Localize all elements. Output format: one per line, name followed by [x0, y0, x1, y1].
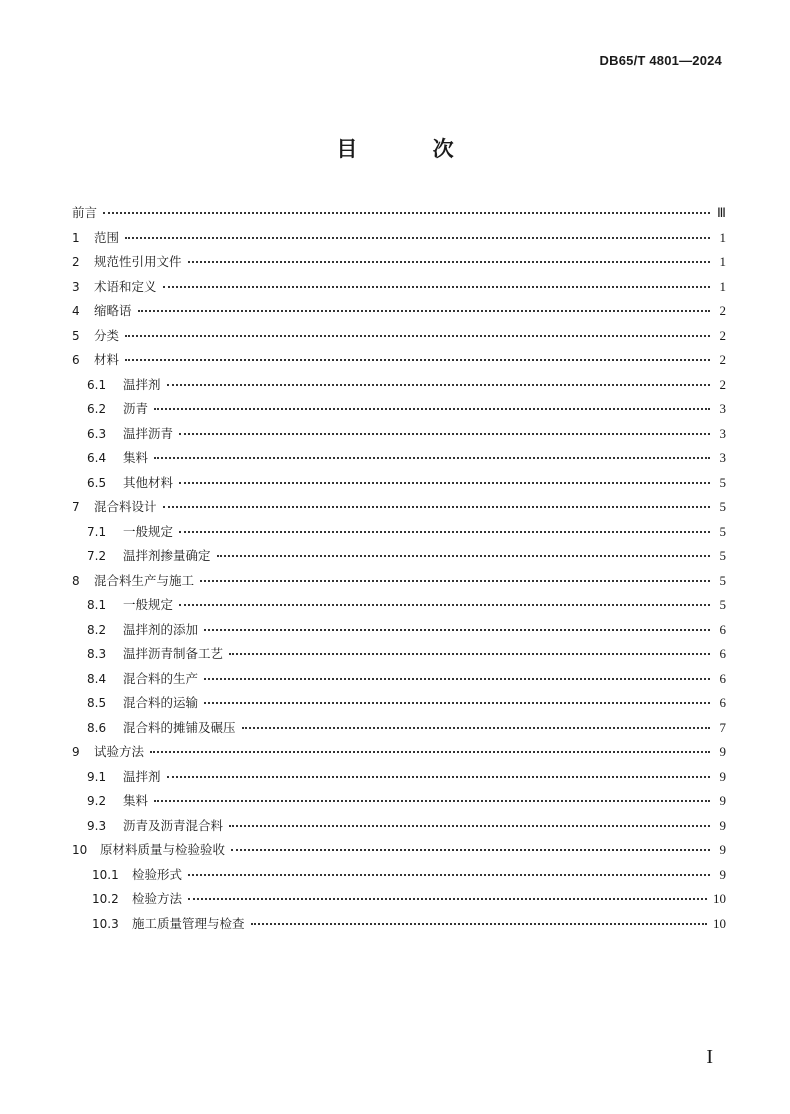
dot-leader: [150, 750, 710, 753]
toc-entry-number: 4: [72, 304, 80, 318]
dot-leader: [229, 824, 710, 827]
toc-entry-number: 9.3: [87, 818, 107, 833]
toc-entry[interactable]: [72, 789, 726, 814]
toc-entry-page: 6: [719, 695, 726, 710]
toc-entry-title: 温拌剂的添加: [123, 621, 199, 637]
dot-leader: [200, 579, 710, 582]
dot-leader: [242, 726, 710, 729]
toc-entry-page: 5: [719, 474, 726, 490]
dot-leader: [154, 407, 710, 410]
toc-entry-title: 前言: [72, 205, 98, 220]
table-of-contents: [72, 201, 726, 936]
toc-entry-page: 6: [719, 670, 726, 686]
toc-entry[interactable]: [72, 814, 726, 839]
toc-entry-title: 混合料的运输: [123, 695, 199, 710]
dot-leader: [251, 922, 707, 925]
dot-leader: [231, 848, 710, 851]
toc-entry[interactable]: [72, 348, 726, 373]
toc-entry-title: 混合料设计: [94, 499, 157, 514]
toc-entry[interactable]: [72, 716, 726, 741]
toc-entry-title: 检验方法: [132, 891, 183, 906]
toc-entry-page: 5: [719, 548, 726, 563]
dot-leader: [179, 481, 710, 484]
toc-entry-page: 9: [719, 768, 726, 784]
toc-entry[interactable]: [72, 373, 726, 398]
toc-entry-page: 3: [719, 450, 726, 465]
toc-entry-page: Ⅲ: [717, 205, 726, 220]
toc-entry-title: 温拌剂: [123, 768, 161, 784]
toc-entry-number: 10.2: [92, 892, 119, 906]
toc-entry-number: 10: [72, 843, 88, 857]
toc-entry-title: 一般规定: [123, 597, 174, 612]
toc-entry-title: 温拌剂掺量确定: [123, 548, 211, 563]
toc-entry-title: 混合料的生产: [123, 670, 199, 686]
toc-entry-title: 原材料质量与检验验收: [100, 842, 226, 857]
toc-entry-title: 其他材料: [123, 474, 174, 490]
toc-entry-number: 8.5: [87, 696, 107, 710]
toc-entry-page: 9: [719, 842, 726, 857]
toc-entry-page: 10: [713, 891, 726, 906]
toc-entry[interactable]: [72, 471, 726, 496]
toc-entry-page: 5: [719, 572, 726, 588]
dot-leader: [188, 873, 710, 876]
toc-entry-number: 2: [72, 255, 80, 269]
toc-entry[interactable]: [72, 765, 726, 790]
toc-entry-page: 2: [719, 327, 726, 343]
toc-entry[interactable]: [72, 887, 726, 912]
toc-entry[interactable]: [72, 618, 726, 643]
toc-entry-title: 混合料的摊铺及碾压: [123, 719, 236, 735]
page-title: 目 次: [336, 137, 488, 161]
toc-entry-number: 5: [72, 328, 80, 343]
toc-entry-page: 9: [719, 817, 726, 833]
toc-entry-page: 6: [719, 646, 726, 661]
dot-leader: [179, 603, 710, 606]
toc-entry[interactable]: [72, 495, 726, 520]
toc-entry[interactable]: [72, 299, 726, 324]
toc-entry-title: 检验形式: [132, 866, 183, 882]
dot-leader: [125, 358, 710, 361]
page-number: I: [706, 1046, 713, 1068]
dot-leader: [125, 236, 710, 239]
toc-entry-title: 缩略语: [94, 303, 132, 318]
dot-leader: [179, 432, 710, 435]
toc-entry-title: 温拌沥青制备工艺: [123, 646, 224, 661]
toc-entry-number: 6.4: [87, 451, 107, 465]
toc-entry-page: 9: [719, 793, 726, 808]
toc-entry-title: 集料: [123, 793, 149, 808]
toc-entry-page: 5: [719, 597, 726, 612]
toc-entry-number: 7: [72, 500, 80, 514]
toc-entry-number: 6.5: [87, 475, 107, 490]
toc-entry-number: 3: [72, 279, 80, 294]
toc-entry[interactable]: [72, 446, 726, 471]
toc-entry-title: 施工质量管理与检查: [132, 915, 245, 931]
toc-entry-number: 8.4: [87, 671, 107, 686]
dot-leader: [167, 775, 710, 778]
toc-entry-number: 6.2: [87, 402, 107, 416]
toc-entry-title: 集料: [123, 450, 149, 465]
toc-entry[interactable]: [72, 863, 726, 888]
toc-entry-number: 6.1: [87, 377, 107, 392]
toc-entry[interactable]: [72, 520, 726, 545]
dot-leader: [217, 554, 710, 557]
toc-entry[interactable]: [72, 226, 726, 251]
toc-entry-page: 5: [719, 523, 726, 539]
dot-leader: [163, 505, 710, 508]
toc-entry-page: 6: [719, 621, 726, 637]
toc-entry[interactable]: [72, 422, 726, 447]
toc-entry[interactable]: [72, 667, 726, 692]
dot-leader: [229, 652, 710, 655]
toc-entry-page: 5: [719, 499, 726, 514]
toc-entry[interactable]: [72, 569, 726, 594]
toc-entry-page: 3: [719, 425, 726, 441]
dot-leader: [167, 383, 710, 386]
toc-entry-page: 9: [719, 866, 726, 882]
toc-entry-page: 2: [719, 303, 726, 318]
toc-entry-number: 1: [72, 230, 80, 245]
toc-entry[interactable]: [72, 838, 726, 863]
toc-entry-title: 沥青及沥青混合料: [123, 817, 224, 833]
dot-leader: [138, 309, 710, 312]
toc-entry-number: 8.3: [87, 647, 107, 661]
toc-entry[interactable]: [72, 912, 726, 937]
toc-entry-page: 2: [719, 376, 726, 392]
toc-entry-number: 10.3: [92, 916, 119, 931]
toc-entry[interactable]: [72, 691, 726, 716]
toc-entry-number: 6: [72, 353, 80, 367]
toc-entry-title: 沥青: [123, 401, 149, 416]
toc-entry-title: 温拌沥青: [123, 425, 174, 441]
toc-entry-number: 10.1: [92, 867, 119, 882]
toc-entry-number: 9.2: [87, 794, 107, 808]
dot-leader: [204, 628, 710, 631]
toc-entry-title: 分类: [94, 327, 120, 343]
dot-leader: [163, 285, 710, 288]
toc-entry-number: 9: [72, 745, 80, 759]
dot-leader: [125, 334, 710, 337]
toc-entry[interactable]: [72, 324, 726, 349]
toc-entry-page: 2: [719, 352, 726, 367]
toc-entry[interactable]: [72, 642, 726, 667]
toc-entry-page: 1: [719, 229, 726, 245]
toc-entry-page: 10: [713, 915, 726, 931]
toc-entry-number: 7.1: [87, 524, 107, 539]
dot-leader: [154, 456, 710, 459]
toc-entry[interactable]: [72, 544, 726, 569]
toc-entry[interactable]: [72, 275, 726, 300]
toc-entry-title: 试验方法: [94, 744, 145, 759]
dot-leader: [179, 530, 710, 533]
toc-entry-number: 8.1: [87, 598, 107, 612]
toc-entry-number: 6.3: [87, 426, 107, 441]
toc-entry-page: 3: [719, 401, 726, 416]
dot-leader: [154, 799, 710, 802]
toc-entry-title: 规范性引用文件: [94, 254, 182, 269]
toc-entry-number: 8: [72, 573, 80, 588]
toc-entry-title: 术语和定义: [94, 278, 157, 294]
dot-leader: [188, 260, 710, 263]
toc-entry-page: 9: [719, 744, 726, 759]
toc-entry-number: 9.1: [87, 769, 107, 784]
toc-entry-page: 1: [719, 254, 726, 269]
toc-entry[interactable]: [72, 593, 726, 618]
toc-entry[interactable]: [72, 740, 726, 765]
toc-entry-title: 温拌剂: [123, 376, 161, 392]
toc-entry-number: 8.2: [87, 622, 107, 637]
document-code: DB65/T 4801—2024: [599, 53, 722, 68]
toc-entry[interactable]: [72, 397, 726, 422]
dot-leader: [204, 677, 710, 680]
dot-leader: [204, 701, 710, 704]
toc-entry-number: 8.6: [87, 720, 107, 735]
toc-entry[interactable]: [72, 250, 726, 275]
toc-entry-title: 范围: [94, 229, 120, 245]
dot-leader: [188, 897, 707, 900]
dot-leader: [103, 211, 710, 214]
toc-entry-title: 一般规定: [123, 523, 174, 539]
toc-entry-page: 1: [719, 278, 726, 294]
toc-entry-number: 7.2: [87, 549, 107, 563]
toc-entry-page: 7: [719, 719, 726, 735]
toc-entry-title: 混合料生产与施工: [94, 572, 195, 588]
toc-entry-title: 材料: [94, 352, 120, 367]
toc-entry[interactable]: [72, 201, 726, 226]
